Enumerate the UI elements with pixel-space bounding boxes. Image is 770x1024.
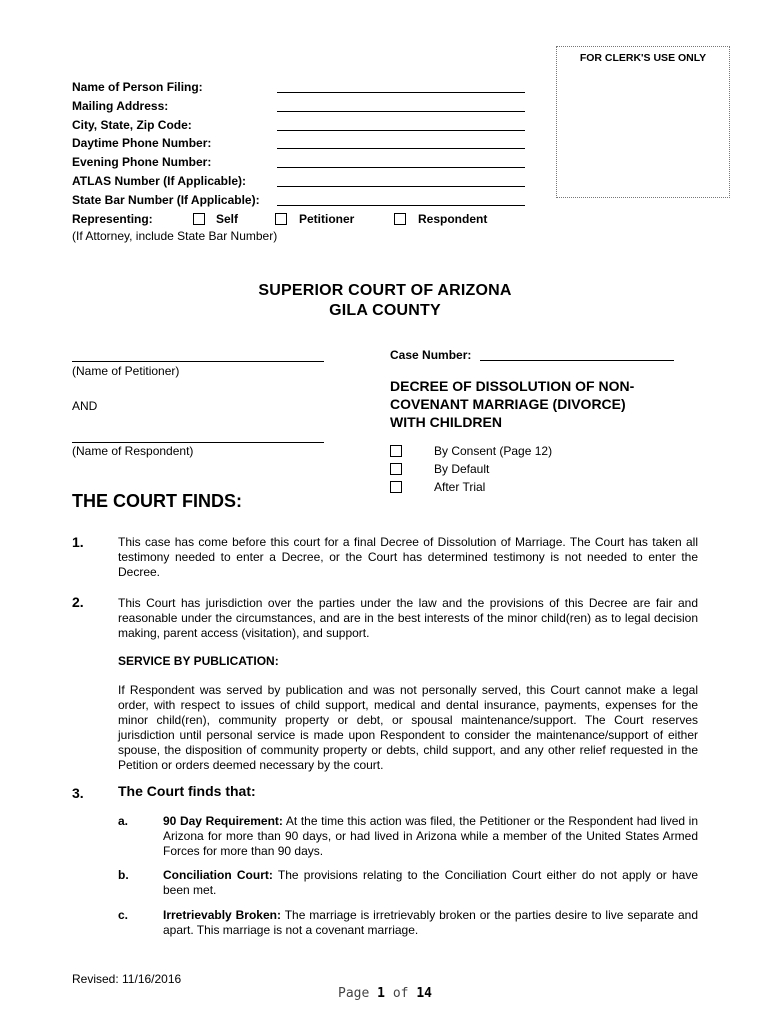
page-total: 14 [416,986,432,1001]
representing-label: Representing: [72,212,153,226]
subitem-letter: a. [118,814,129,828]
petitioner-label: (Name of Petitioner) [72,364,180,378]
clerk-use-label: FOR CLERK'S USE ONLY [579,52,707,64]
field-label: Evening Phone Number: [72,155,212,169]
court-county: GILA COUNTY [329,302,441,319]
petitioner-name-line[interactable] [72,348,324,362]
and-text: AND [72,399,98,413]
page-of: of [392,986,409,1001]
field-label: Name of Person Filing: [72,80,203,94]
field-state-bar-number[interactable] [72,193,532,212]
subitem-letter: b. [118,868,129,882]
field-name-of-person-filing[interactable] [72,80,532,99]
finding-text: This Court has jurisdiction over the parties under the law and the provisions of this Decree are fair and reasonable under the circumstances, and are in the best interests of the minor child(ren) as to legal decision making, parent access (visitation), and support. [118,596,698,640]
subitem-title: 90 Day Requirement: [163,814,283,828]
petitioner-option-label: Petitioner [299,212,355,226]
field-daytime-phone[interactable] [72,136,532,155]
subitem-body: The marriage is irretrievably broken or the parties desire to live separate and apart. This marriage is not a covenant marriage. [163,908,698,937]
petitioner-checkbox[interactable] [275,213,287,225]
field-input-line[interactable] [277,111,525,112]
subitem-letter: c. [118,908,129,922]
page-prefix: Page [338,986,370,1001]
clerk-use-box [556,46,730,198]
field-label: ATLAS Number (If Applicable): [72,174,246,188]
service-by-publication-text: If Respondent was served by publication and was not personally served, this Court cannot make a legal order, with respect to issues of child support, medical and dental insurance, payments, expenses for the minor child(ren), community property or debt, or spousal maintenance/support. The Court reserves jurisdiction until personal service is made upon Respondent to consider the maintenance/support of either spouse, the disposition of community property or debts, child support, and any other relief requested in the Petition or orders deemed necessary by the court. [118,683,698,772]
field-input-line[interactable] [277,186,525,187]
attorney-note: (If Attorney, include State Bar Number) [72,229,278,243]
field-city-state-zip[interactable] [72,118,532,137]
by-default-checkbox[interactable] [390,463,402,475]
finding-text: This case has come before this court for a final Decree of Dissolution of Marriage. The Court has taken all testimony needed to enter a Decree, or the Court has determined testimony is not needed to enter the Decree. [118,535,698,579]
self-checkbox[interactable] [193,213,205,225]
subitem-body: The provisions relating to the Conciliation Court either do not apply or have been met. [163,868,698,897]
field-mailing-address[interactable] [72,99,532,118]
representing-row [72,212,532,228]
respondent-option-label: Respondent [418,212,488,226]
finding-number: 3. [72,785,84,801]
field-atlas-number[interactable] [72,174,532,193]
revised-date: Revised: 11/16/2016 [72,972,182,986]
subitem-title: Conciliation Court: [163,868,273,882]
by-consent-checkbox[interactable] [390,445,402,457]
option-by-consent[interactable] [390,444,590,459]
respondent-name-line[interactable] [72,429,324,443]
subitem-body: At the time this action was filed, the Petitioner or the Respondent had lived in Arizona for more than 90 days, or had lived in Arizona while a member of the United States Armed Forces for more than 90 days. [163,814,699,858]
option-label: By Default [434,462,490,476]
decree-title [390,377,680,431]
option-label: By Consent (Page 12) [434,444,553,458]
self-option-label: Self [216,212,239,226]
subitem-text [163,814,698,859]
decree-title-line: DECREE OF DISSOLUTION OF NON- [390,378,635,394]
field-input-line[interactable] [277,92,525,93]
option-label: After Trial [434,480,486,494]
page-number [0,986,770,1001]
respondent-checkbox[interactable] [394,213,406,225]
decree-title-line: WITH CHILDREN [390,414,502,430]
finding-heading: The Court finds that: [118,783,256,799]
decree-title-line: COVENANT MARRIAGE (DIVORCE) [390,396,626,412]
page-current: 1 [377,986,385,1001]
subitem-text [163,868,698,898]
case-number-label: Case Number: [390,348,472,362]
subitem-text [163,908,698,938]
after-trial-checkbox[interactable] [390,481,402,493]
field-input-line[interactable] [277,205,525,206]
court-name: SUPERIOR COURT OF ARIZONA [258,282,512,299]
field-label: Mailing Address: [72,99,169,113]
field-label: City, State, Zip Code: [72,118,192,132]
subitem-title: Irretrievably Broken: [163,908,281,922]
respondent-label: (Name of Respondent) [72,444,194,458]
field-input-line[interactable] [277,148,525,149]
service-by-publication-heading: SERVICE BY PUBLICATION: [118,654,279,668]
field-label: Daytime Phone Number: [72,136,212,150]
field-evening-phone[interactable] [72,155,532,174]
finding-number: 2. [72,594,84,610]
court-finds-heading: THE COURT FINDS: [72,491,242,511]
case-number-line[interactable] [480,360,674,361]
field-label: State Bar Number (If Applicable): [72,193,260,207]
option-by-default[interactable] [390,462,590,477]
field-input-line[interactable] [277,130,525,131]
field-input-line[interactable] [277,167,525,168]
finding-number: 1. [72,534,84,550]
option-after-trial[interactable] [390,480,590,495]
